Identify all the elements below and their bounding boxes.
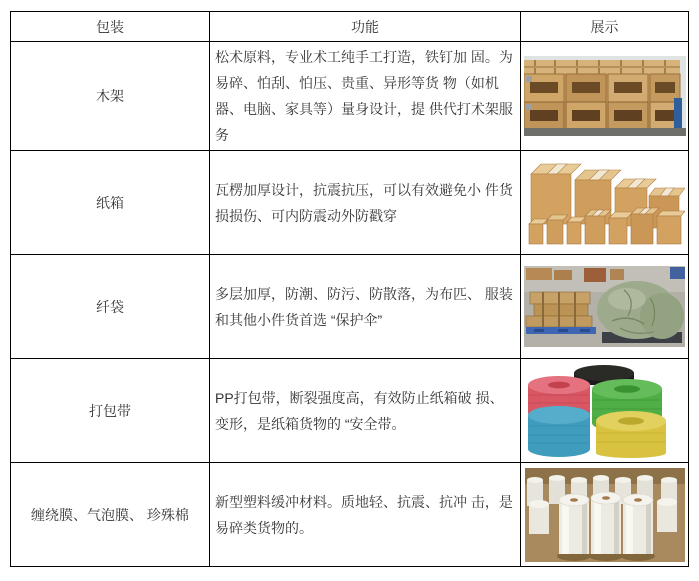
photo-cell: [521, 359, 689, 463]
photo-cell: [521, 42, 689, 151]
table-row: [11, 359, 689, 463]
photo-cell: [521, 463, 689, 567]
strapping-rolls-photo: [526, 363, 684, 458]
table-row: [11, 255, 689, 359]
woven-bags-photo: [524, 266, 685, 347]
packaging-name-cell: 木架: [11, 42, 210, 151]
packaging-name-cell: 纤袋: [11, 255, 210, 359]
header-row: [11, 12, 689, 42]
packaging-name-cell: 缠绕膜、气泡膜、 珍殊棉: [11, 463, 210, 567]
stretch-film-rolls-photo: [525, 468, 685, 562]
col-header-packaging: 包装: [11, 12, 210, 42]
function-desc-cell: PP打包带，断裂强度高，有效防止纸箱破 损、变形，是纸箱货物的 “安全带。: [210, 359, 521, 463]
function-desc-cell: 多层加厚，防潮、防污、防散落，为布匹、 服装和其他小件货首选 “保护伞”: [210, 255, 521, 359]
table-row: [11, 151, 689, 255]
function-desc-cell: 新型塑料缓冲材料。质地轻、抗震、抗冲 击，是易碎类货物的。: [210, 463, 521, 567]
packaging-name-cell: 打包带: [11, 359, 210, 463]
packaging-name-cell: 纸箱: [11, 151, 210, 255]
packaging-table-container: [10, 11, 699, 567]
cardboard-boxes-photo: [525, 158, 685, 248]
col-header-display: 展示: [521, 12, 689, 42]
wooden-crates-photo: [524, 56, 686, 136]
function-desc-cell: 松术原料，专业术工纯手工打造，铁钉加 固。为易碎、怕刮、怕压、贵重、异形等货 物（如机器、电脑、家具等）量身设计，提 供代打术架服务: [210, 42, 521, 151]
table-row: [11, 42, 689, 151]
table-row: [11, 463, 689, 567]
photo-cell: [521, 151, 689, 255]
packaging-table: [10, 11, 689, 567]
function-desc-cell: 瓦楞加厚设计，抗震抗压，可以有效避免小 件货损损伤、可内防震动外防戳穿: [210, 151, 521, 255]
photo-cell: [521, 255, 689, 359]
col-header-function: 功能: [210, 12, 521, 42]
